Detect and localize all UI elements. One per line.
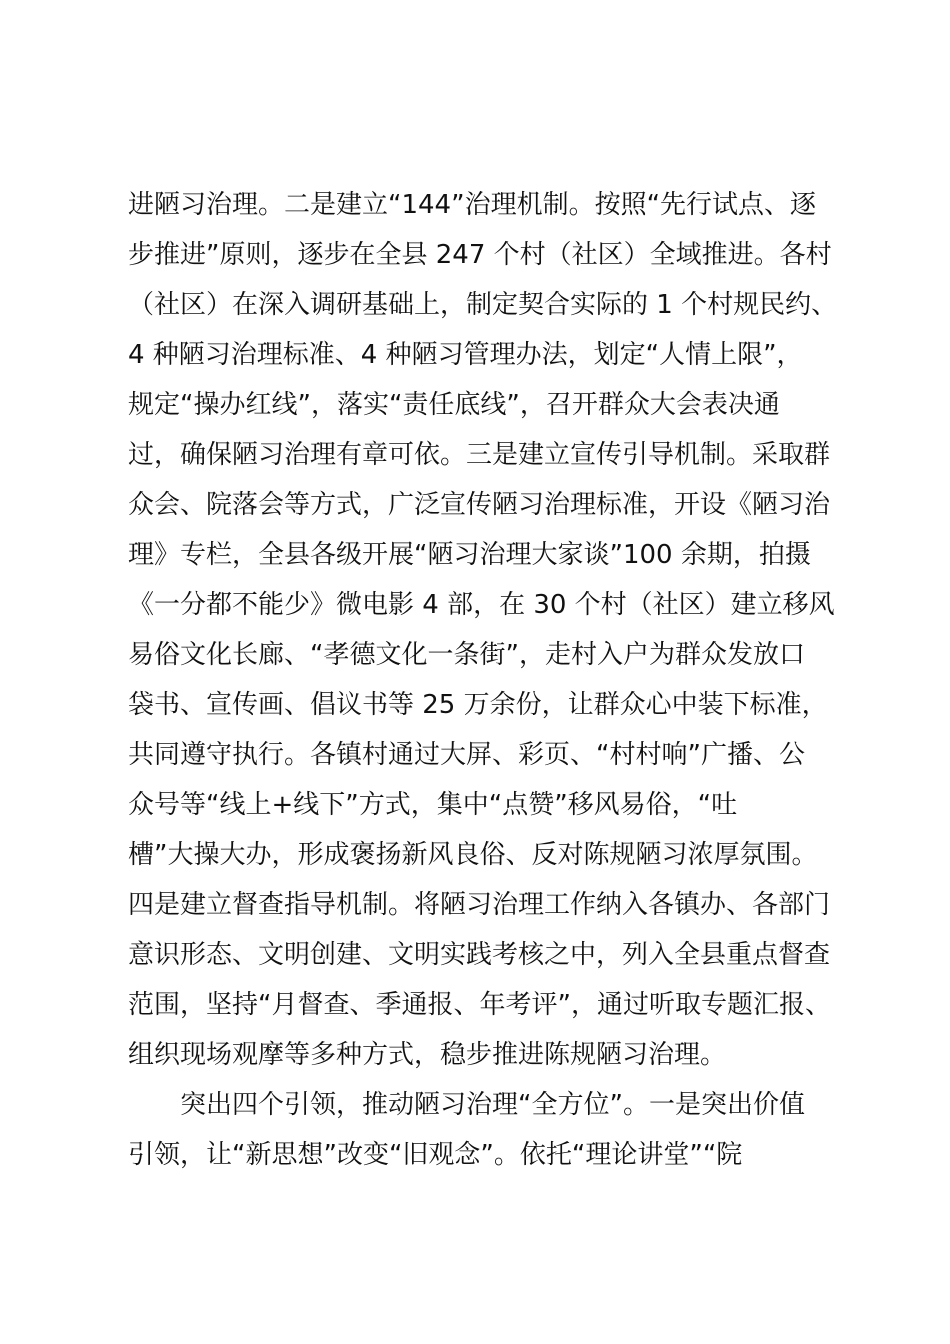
text-line: 引领，让“新思想”改变“旧观念”。依托“理论讲堂”“院 [128, 1140, 743, 1170]
text-line: 意识形态、文明创建、文明实践考核之中，列入全县重点督查 [128, 940, 831, 970]
text-line: 4 种陋习治理标准、4 种陋习管理办法，划定“人情上限”， [128, 340, 803, 370]
paragraph-first-line: 突出四个引领，推动陋习治理“全方位”。一是突出价值 [180, 1090, 805, 1120]
text-line: 范围，坚持“月督查、季通报、年考评”，通过听取专题汇报、 [128, 990, 831, 1020]
text-line: 易俗文化长廊、“孝德文化一条街”，走村入户为群众发放口 [128, 640, 805, 670]
text-line: 《一分都不能少》微电影 4 部，在 30 个村（社区）建立移风 [128, 590, 835, 620]
text-line: 槽”大操大办，形成褒扬新风良俗、反对陈规陋习浓厚氛围。 [128, 840, 818, 870]
text-line: 过，确保陋习治理有章可依。三是建立宣传引导机制。采取群 [128, 440, 831, 470]
text-line: 共同遵守执行。各镇村通过大屏、彩页、“村村响”广播、公 [128, 740, 805, 770]
text-line: 规定“操办红线”，落实“责任底线”，召开群众大会表决通 [128, 390, 780, 420]
text-line: 理》专栏，全县各级开展“陋习治理大家谈”100 余期，拍摄 [128, 540, 811, 570]
text-line: 众会、院落会等方式，广泛宣传陋习治理标准，开设《陋习治 [128, 490, 831, 520]
text-line: （社区）在深入调研基础上，制定契合实际的 1 个村规民约、 [128, 290, 838, 320]
text-line: 四是建立督查指导机制。将陋习治理工作纳入各镇办、各部门 [128, 890, 831, 920]
text-line: 进陋习治理。二是建立“144”治理机制。按照“先行试点、逐 [128, 190, 817, 220]
text-line: 众号等“线上+线下”方式，集中“点赞”移风易俗，“吐 [128, 790, 738, 820]
text-line: 袋书、宣传画、倡议书等 25 万余份，让群众心中装下标准， [128, 690, 828, 720]
text-line: 步推进”原则，逐步在全县 247 个村（社区）全域推进。各村 [128, 240, 832, 270]
text-line: 组织现场观摩等多种方式，稳步推进陈规陋习治理。 [128, 1040, 727, 1070]
